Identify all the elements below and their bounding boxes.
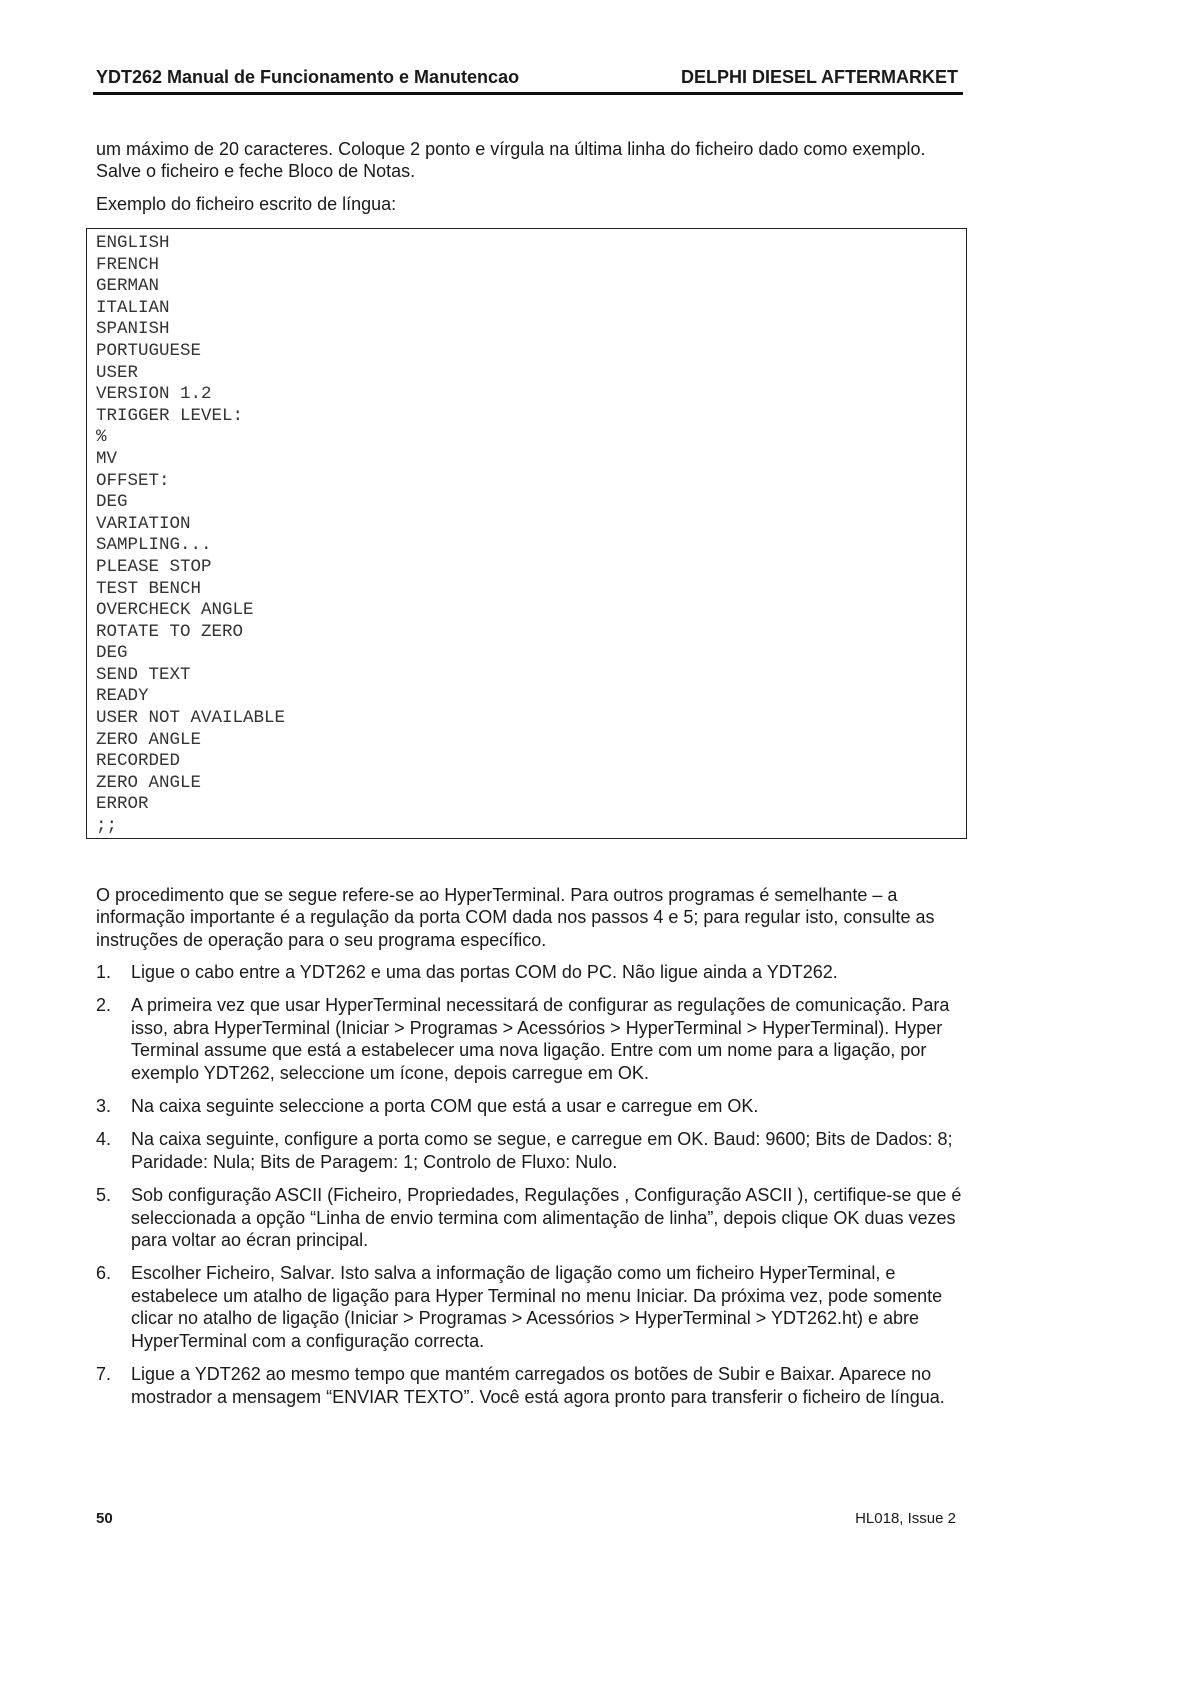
code-line: RECORDED [96, 751, 181, 772]
procedure-intro: O procedimento que se segue refere-se ao HyperTerminal. Para outros programas é semelhante – a informação importante é a regulação da porta COM dada nos passos 4 e 5; para regular isto, consulte as instruções de operação para o seu programa específico. [96, 885, 935, 950]
code-line: TEST BENCH [96, 578, 202, 599]
step-text: Na caixa seguinte seleccione a porta COM que está a usar e carregue em OK. [131, 1096, 759, 1117]
code-line: READY [96, 686, 149, 707]
code-line: SAMPLING... [96, 535, 212, 556]
code-line: PLEASE STOP [96, 556, 212, 577]
code-line: OVERCHECK ANGLE [96, 600, 254, 621]
list-item [96, 1262, 966, 1352]
document-reference: HL018, Issue 2 [855, 1510, 956, 1527]
step-number: 4. [96, 1129, 112, 1150]
code-line: VARIATION [96, 513, 191, 534]
step-number: 3. [96, 1096, 112, 1117]
code-line: SPANISH [96, 319, 170, 340]
code-line: USER [96, 362, 139, 383]
procedure-steps [96, 961, 966, 1419]
code-line: DEG [96, 643, 128, 664]
code-line: ZERO ANGLE [96, 772, 202, 793]
list-item [96, 1128, 966, 1173]
step-text: A primeira vez que usar HyperTerminal necessitará de configurar as regulações de comunicação. Para isso, abra HyperTerminal (Iniciar > Programas > Acessórios > HyperTerminal > HyperTerminal). Hyper Terminal assume que está a estabelecer uma nova ligação. Entre com um nome para a ligação, por exemplo YDT262, seleccione um ícone, depois carregue em OK. [131, 995, 950, 1083]
step-text: Ligue o cabo entre a YDT262 e uma das portas COM do PC. Não ligue ainda a YDT262. [131, 962, 838, 982]
example-label: Exemplo do ficheiro escrito de língua: [96, 194, 397, 214]
step-number: 6. [96, 1263, 112, 1284]
code-line: ERROR [96, 794, 149, 815]
code-line: PORTUGUESE [96, 340, 202, 361]
list-item [96, 1363, 966, 1408]
step-text: Escolher Ficheiro, Salvar. Isto salva a informação de ligação como um ficheiro HyperTerminal, e estabelece um atalho de ligação para Hyper Terminal no menu Iniciar. Da próxima vez, pode somente clicar no atalho de ligação (Iniciar > Programas > Acessórios > HyperTerminal > YDT262.ht) e abre HyperTerminal com a configuração correcta. [131, 1263, 943, 1351]
code-line: SEND TEXT [96, 664, 191, 685]
step-text: Ligue a YDT262 ao mesmo tempo que mantém carregados os botões de Subir e Baixar. Aparece no mostrador a mensagem “ENVIAR TEXTO”. Você está agora pronto para transferir o ficheiro de língua. [131, 1364, 945, 1407]
code-line: VERSION 1.2 [96, 384, 212, 405]
code-line: OFFSET: [96, 470, 170, 491]
list-item [96, 1095, 966, 1117]
code-line: ROTATE TO ZERO [96, 621, 244, 642]
code-line: FRENCH [96, 254, 160, 275]
code-line: % [96, 427, 107, 448]
list-item [96, 961, 966, 983]
code-line: ZERO ANGLE [96, 729, 202, 750]
header-title: YDT262 Manual de Funcionamento e Manutencao [96, 67, 520, 87]
code-line: ;; [96, 816, 118, 837]
step-number: 1. [96, 962, 112, 982]
step-number: 7. [96, 1364, 112, 1385]
list-item [96, 1184, 966, 1251]
code-line: USER NOT AVAILABLE [96, 708, 286, 729]
page-number: 50 [96, 1510, 113, 1527]
step-number: 2. [96, 995, 112, 1016]
code-line: MV [96, 448, 118, 469]
header-company: DELPHI DIESEL AFTERMARKET [680, 67, 958, 87]
step-text: Sob configuração ASCII (Ficheiro, Propriedades, Regulações , Configuração ASCII ), certifique-se que é seleccionada a opção “Linha de envio termina com alimentação de linha”, depois clique OK duas vezes para voltar ao écran principal. [131, 1185, 962, 1251]
intro-paragraph: um máximo de 20 caracteres. Coloque 2 ponto e vírgula na última linha do ficheiro dado como exemplo. Salve o ficheiro e feche Bloco de Notas. [96, 139, 926, 181]
list-item [96, 994, 966, 1084]
step-text: Na caixa seguinte, configure a porta como se segue, e carregue em OK. Baud: 9600; Bits de Dados: 8; Paridade: Nula; Bits de Paragem: 1; Controlo de Fluxo: Nulo. [131, 1129, 953, 1172]
code-line: ENGLISH [96, 233, 170, 253]
code-line: GERMAN [96, 276, 160, 297]
code-line: ITALIAN [96, 297, 170, 318]
code-line: DEG [96, 492, 128, 513]
step-number: 5. [96, 1185, 112, 1206]
language-file-example [86, 228, 967, 839]
code-line: TRIGGER LEVEL: [96, 405, 244, 426]
page-header [93, 66, 963, 95]
